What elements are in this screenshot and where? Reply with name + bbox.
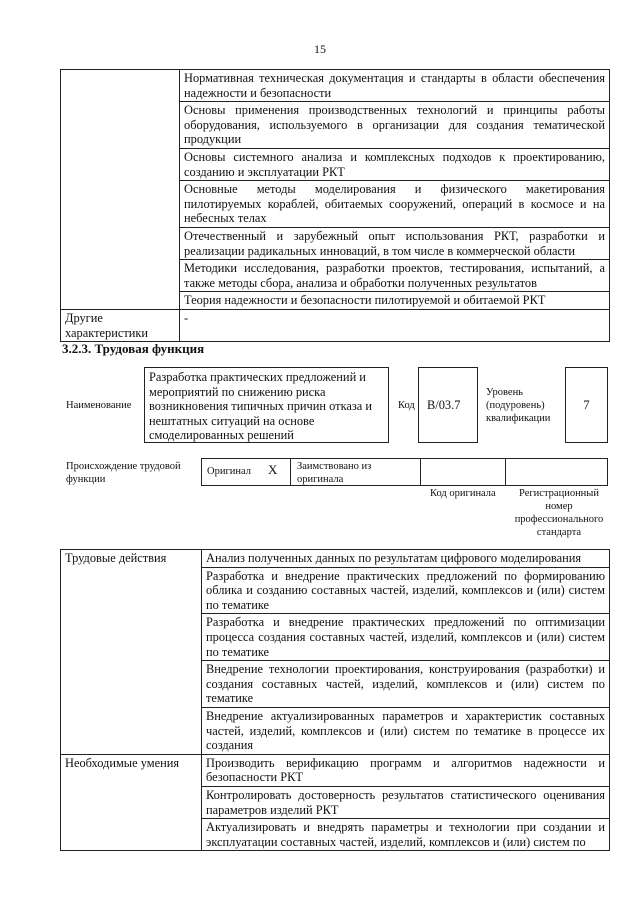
table-cell: Отечественный и зарубежный опыт использования РКТ, разработки и реализации радикальных инноваций, в том числе в коммерческой области	[180, 227, 610, 259]
actions-label: Трудовые действия	[61, 550, 202, 755]
table-cell: Внедрение актуализированных параметров и характеристик составных частей, изделий, комплексов и (или) систем по тематике в процессе их создания	[202, 707, 610, 754]
table-cell: Разработка и внедрение практических предложений по формированию облика и созданию составных частей, изделий, комплексов и (или) систем по тематике	[202, 567, 610, 614]
origin-divider	[607, 458, 608, 485]
table-cell: Разработка и внедрение практических предложений по оптимизации процесса создания составных частей, изделий, комплексов и (или) систем по тематике	[202, 614, 610, 661]
table-row	[61, 70, 610, 102]
function-name-box	[144, 367, 389, 443]
origin-divider	[290, 458, 291, 485]
code-original-label: Код оригинала	[430, 488, 496, 499]
function-name-value: Разработка практических предложений и мероприятий по снижению риска возникновения типичных причин отказа и нештатных ситуаций на основе смоделированных решений	[149, 370, 373, 443]
origin-top-line	[201, 458, 608, 459]
function-details-table	[60, 549, 610, 851]
table-cell: Основы системного анализа и комплексных подходов к проектированию, созданию и эксплуатации РКТ	[180, 148, 610, 180]
original-label: Оригинал	[207, 466, 251, 477]
borrowed-label: Заимствовано из оригинала	[297, 461, 372, 485]
table-cell: Внедрение технологии проектирования, конструирования (разработки) и создания составных частей, изделий, комплексов и (или) систем по тематике	[202, 661, 610, 708]
table-cell: Актуализировать и внедрять параметры и технологии при создании и эксплуатации составных частей, изделий, комплексов и (или) систем по	[202, 819, 610, 851]
table-cell: Методики исследования, разработки проектов, тестирования, испытаний, а также методы сбора, анализа и обработки полученных результатов	[180, 260, 610, 292]
code-box	[418, 367, 478, 443]
table-cell: Основные методы моделирования и физического макетирования пилотируемых кораблей, обитаемых сооружений, операций в космосе и на небесных телах	[180, 181, 610, 228]
level-label: Уровень (подуровень) квалификации	[486, 387, 551, 424]
origin-divider	[505, 458, 506, 485]
skills-label: Необходимые умения	[61, 754, 202, 851]
table-cell: Анализ полученных данных по результатам цифрового моделирования	[202, 550, 610, 568]
code-value: B/03.7	[427, 398, 461, 412]
table-cell: Основы применения производственных технологий и принципы работы оборудования, используемого в организации для создания тематической продукции	[180, 102, 610, 149]
page-number: 15	[314, 42, 326, 56]
knowledge-table	[60, 69, 610, 342]
origin-label: Происхождение трудовой функции	[66, 461, 181, 485]
section-title: 3.2.3. Трудовая функция	[62, 341, 205, 356]
other-characteristics-value: -	[180, 309, 610, 341]
origin-divider	[420, 458, 421, 485]
origin-divider	[201, 458, 202, 485]
table-cell: Теория надежности и безопасности пилотируемой и обитаемой РКТ	[180, 292, 610, 310]
table-row	[61, 309, 610, 341]
level-value: 7	[583, 398, 590, 412]
knowledge-label-cell	[61, 70, 180, 310]
other-characteristics-label: Другие характеристики	[61, 309, 180, 341]
name-label: Наименование	[66, 400, 132, 411]
table-row	[61, 550, 610, 568]
table-cell: Контролировать достоверность результатов статистического оценивания параметров изделий РКТ	[202, 786, 610, 818]
table-cell: Нормативная техническая документация и стандарты в области обеспечения надежности и безопасности	[180, 70, 610, 102]
table-row	[61, 754, 610, 786]
reg-number-label: Регистрационный номер профессионального стандарта	[514, 488, 604, 538]
table-cell: Производить верификацию программ и алгоритмов надежности и безопасности РКТ	[202, 754, 610, 786]
original-mark: X	[268, 462, 278, 477]
level-box	[565, 367, 608, 443]
code-label: Код	[398, 400, 415, 411]
